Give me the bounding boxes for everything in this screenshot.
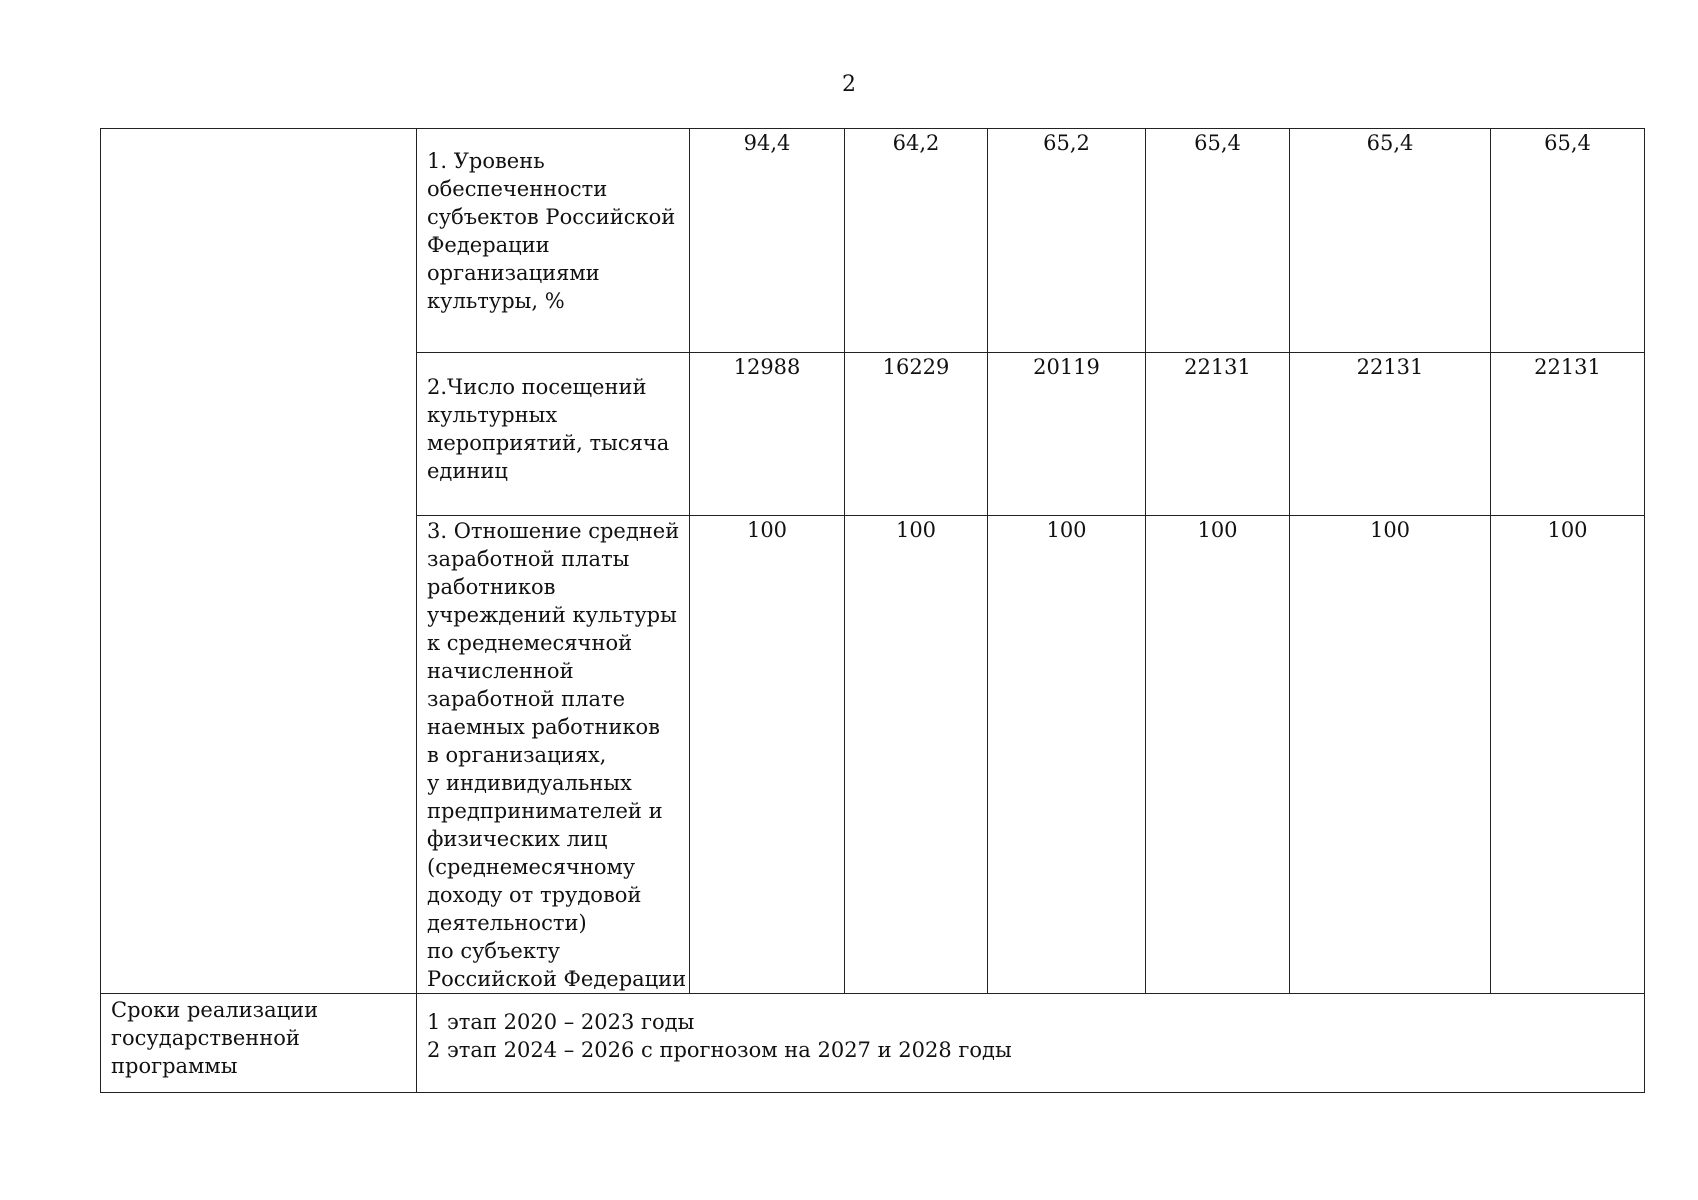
indicator-value: 100	[988, 516, 1146, 994]
indicator-row-1	[101, 129, 1645, 353]
indicator-label-line: работников	[427, 575, 556, 599]
indicator-value: 22131	[1146, 353, 1290, 516]
indicator-label-line: (среднемесячному	[427, 855, 636, 879]
indicator-value: 100	[845, 516, 988, 994]
indicator-label-line: культурных	[427, 403, 558, 427]
terms-label-line: программы	[111, 1054, 238, 1078]
indicator-value: 100	[690, 516, 845, 994]
indicator-value: 65,4	[1491, 129, 1645, 353]
page-number: 2	[842, 72, 856, 97]
terms-label-line: Сроки реализации	[111, 998, 319, 1022]
indicator-value: 65,2	[988, 129, 1146, 353]
indicator-label-line: доходу от трудовой	[427, 883, 642, 907]
indicator-label-line: заработной платы	[427, 547, 630, 571]
indicator-label	[417, 129, 690, 353]
terms-value	[417, 994, 1645, 1093]
indicator-label-line: у индивидуальных	[427, 771, 632, 795]
indicator-value: 100	[1491, 516, 1645, 994]
terms-stage-2: 2 этап 2024 – 2026 с прогнозом на 2027 и 2028 годы	[427, 1038, 1012, 1062]
indicator-label	[417, 353, 690, 516]
terms-label-line: государственной	[111, 1026, 300, 1050]
indicator-label-line: культуры, %	[427, 289, 565, 313]
indicator-value: 64,2	[845, 129, 988, 353]
indicator-value: 20119	[988, 353, 1146, 516]
indicator-label	[417, 516, 690, 994]
indicator-label-line: предпринимателей и	[427, 799, 663, 823]
indicator-label-line: Российской Федерации	[427, 967, 687, 991]
indicator-label-line: 3. Отношение средней	[427, 519, 680, 543]
indicator-label-line: деятельности)	[427, 911, 587, 935]
indicator-value: 65,4	[1290, 129, 1491, 353]
indicator-label-line: обеспеченности	[427, 177, 608, 201]
indicator-label-line: учреждений культуры	[427, 603, 677, 627]
indicator-label-line: 1. Уровень	[427, 149, 545, 173]
indicator-label-line: мероприятий, тысяча	[427, 431, 670, 455]
terms-stage-1: 1 этап 2020 – 2023 годы	[427, 1010, 695, 1034]
indicator-value: 16229	[845, 353, 988, 516]
indicator-label-line: по субъекту	[427, 939, 560, 963]
indicator-label-line: к среднемесячной	[427, 631, 633, 655]
indicator-label-line: 2.Число посещений	[427, 375, 647, 399]
indicator-label-line: физических лиц	[427, 827, 608, 851]
indicator-label-line: заработной плате	[427, 687, 626, 711]
indicator-label-line: субъектов Российской	[427, 205, 676, 229]
indicator-value: 22131	[1491, 353, 1645, 516]
indicator-label-line: наемных работников	[427, 715, 660, 739]
indicator-value: 100	[1290, 516, 1491, 994]
indicator-label-line: организациями	[427, 261, 600, 285]
terms-label	[101, 994, 417, 1093]
terms-row	[101, 994, 1645, 1093]
section-label-cell	[101, 129, 417, 994]
indicator-value: 94,4	[690, 129, 845, 353]
indicator-label-line: в организациях,	[427, 743, 607, 767]
indicator-value: 12988	[690, 353, 845, 516]
indicator-label-line: Федерации	[427, 233, 550, 257]
program-passport-table	[100, 128, 1645, 1093]
indicator-value: 22131	[1290, 353, 1491, 516]
indicator-label-line: начисленной	[427, 659, 574, 683]
indicator-value: 65,4	[1146, 129, 1290, 353]
indicator-label-line: единиц	[427, 459, 508, 483]
indicator-value: 100	[1146, 516, 1290, 994]
